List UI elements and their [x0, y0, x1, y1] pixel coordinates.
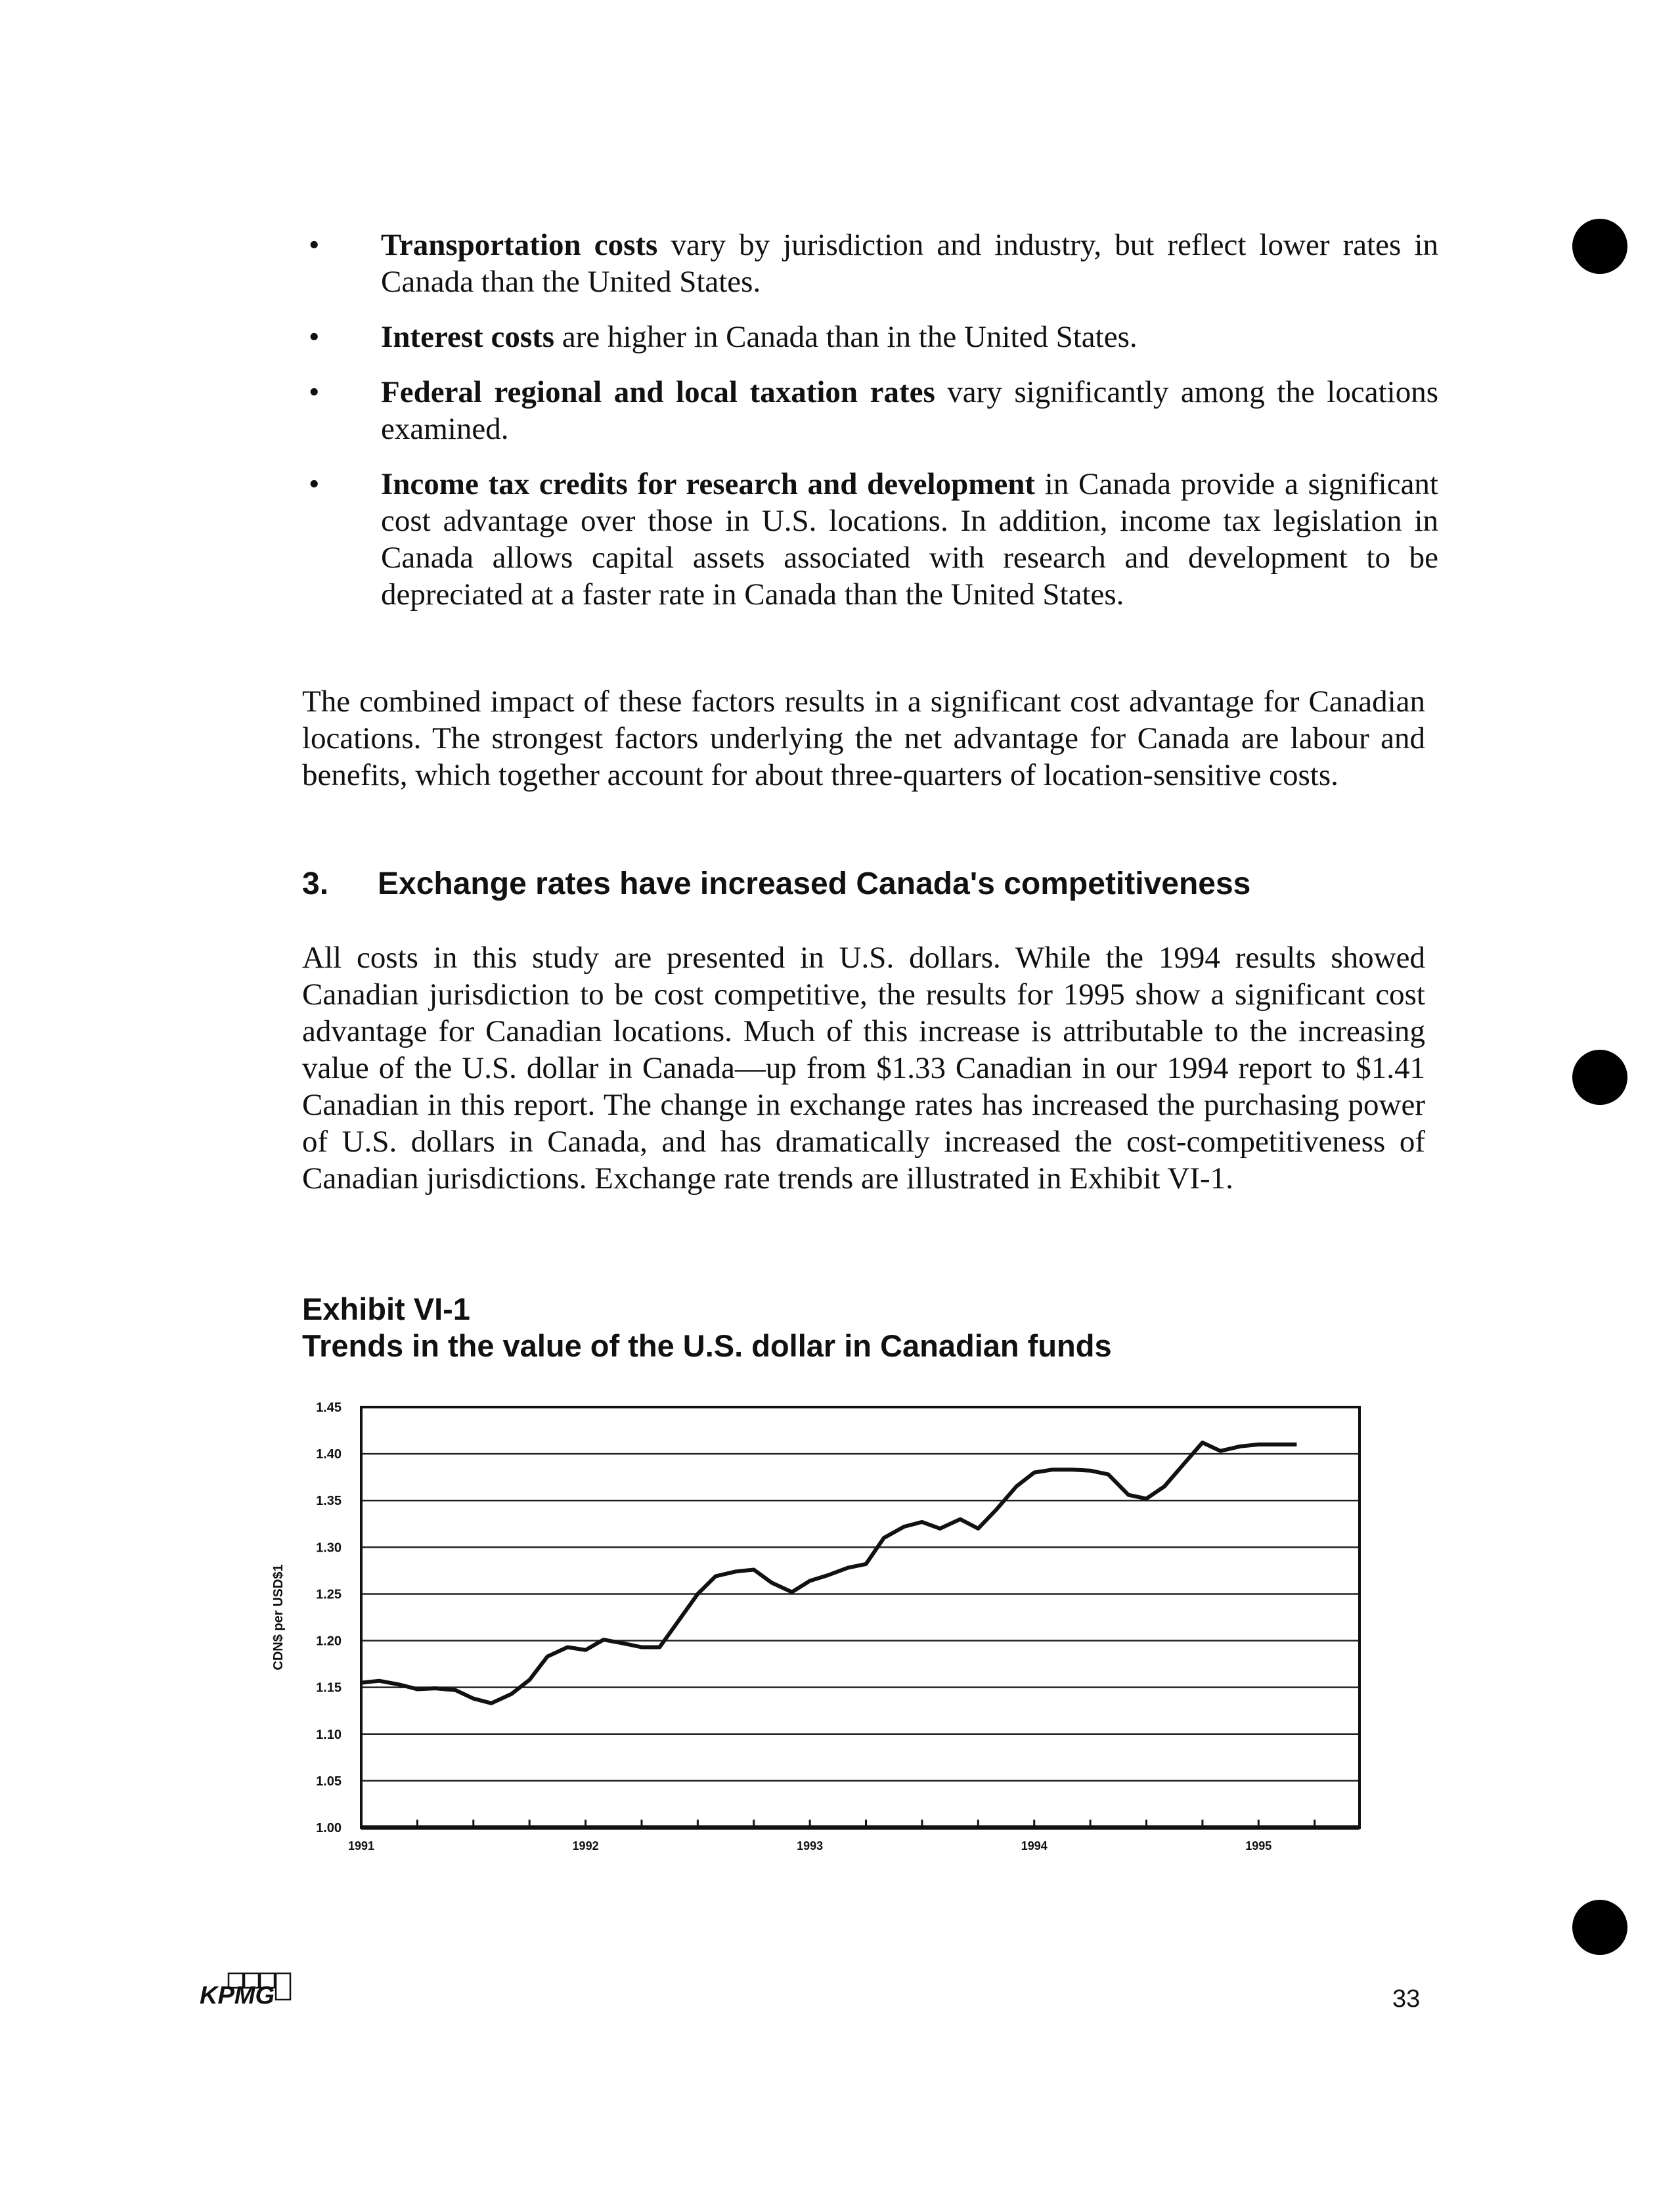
x-tick-label: 1995: [1245, 1839, 1272, 1852]
svg-text:KPMG: KPMG: [200, 1982, 275, 2009]
combined-impact-paragraph: The combined impact of these factors results in a significant cost advantage for Canadian locations. The strongest factors underlying the net advantage for Canada are labour and benefits, which together account for about three-quarters of location-sensitive costs.: [302, 684, 1425, 792]
series-line-usd-cad: [361, 1443, 1296, 1703]
plot-frame: [361, 1407, 1359, 1828]
exchange-rate-chart: [250, 1393, 1379, 1852]
bullet-item: [309, 319, 1438, 355]
punch-hole-top: [1572, 219, 1627, 274]
exhibit-title: Trends in the value of the U.S. dollar in Canadian funds: [302, 1328, 1112, 1363]
bullet-item: [309, 374, 1438, 447]
exhibit-label: Exhibit VI-1: [302, 1291, 470, 1326]
bullet-text: are higher in Canada than in the United States.: [554, 320, 1138, 354]
x-tick-label: 1991: [347, 1839, 375, 1852]
bullet-bold-term: Federal regional and local taxation rates: [381, 375, 935, 409]
bullet-dot-icon: •: [309, 228, 320, 262]
y-tick-label: 1.35: [316, 1494, 342, 1509]
kpmg-logo: [197, 1971, 296, 2010]
section-heading: [302, 866, 1250, 902]
y-axis-label: CDN$ per USD$1: [271, 1564, 286, 1671]
page-number: 33: [1392, 1985, 1421, 2013]
y-tick-label: 1.30: [316, 1540, 342, 1556]
bullet-item: [309, 227, 1438, 300]
section-number: 3.: [302, 866, 329, 901]
chart-gridlines: [361, 1407, 1359, 1781]
y-tick-label: 1.20: [316, 1634, 342, 1649]
y-tick-label: 1.00: [316, 1821, 342, 1835]
y-tick-label: 1.15: [316, 1680, 342, 1695]
bullet-bold-term: Transportation costs: [381, 228, 658, 262]
y-tick-label: 1.40: [316, 1447, 342, 1462]
bullet-text: vary significantly among the locations examined.: [381, 375, 1438, 446]
bullet-dot-icon: •: [309, 320, 320, 354]
x-tick-label: 1992: [572, 1839, 599, 1852]
bullet-text: vary by jurisdiction and industry, but reflect lower rates in Canada than the United States.: [381, 228, 1438, 299]
y-tick-label: 1.25: [316, 1587, 342, 1602]
bullet-bold-term: Income tax credits for research and development: [381, 467, 1036, 501]
x-tick-label: 1994: [1021, 1839, 1048, 1852]
exchange-rate-paragraph: All costs in this study are presented in U.S. dollars. While the 1994 results showed Canadian jurisdiction to be cost competitive, the results for 1995 show a significant cost advantage for Canadian locations. Much of this increase is attributable to the increasing value of the U.S. dollar in Canada—up from $1.33 Canadian in our 1994 report to $1.41 Canadian in this report. The change in exchange rates has increased the purchasing power of U.S. dollars in Canada, and has dramatically increased the cost-competitiveness of Canadian jurisdictions. Exchange rate trends are illustrated in Exhibit VI-1.: [302, 941, 1425, 1196]
punch-hole-bottom: [1572, 1900, 1627, 1955]
punch-hole-middle: [1572, 1050, 1627, 1105]
bullet-dot-icon: •: [309, 467, 320, 501]
y-tick-label: 1.05: [316, 1774, 342, 1789]
bullet-dot-icon: •: [309, 375, 320, 409]
x-axis-ticks: [348, 1820, 1315, 1852]
y-tick-label: 1.45: [316, 1401, 342, 1415]
bullet-bold-term: Interest costs: [381, 320, 555, 354]
x-tick-label: 1993: [797, 1839, 824, 1852]
factor-bullet-list: [309, 227, 1438, 631]
bullet-item: [309, 466, 1438, 613]
bullet-text: in Canada provide a significant cost advantage over those in U.S. locations. In addition, income tax legislation in Canada allows capital assets associated with research and development to be depreciated at a faster rate in Canada than the United States.: [381, 467, 1438, 612]
y-tick-label: 1.10: [316, 1727, 342, 1742]
y-axis-ticks: [316, 1401, 342, 1835]
section-title: Exchange rates have increased Canada's competitiveness: [378, 866, 1251, 901]
